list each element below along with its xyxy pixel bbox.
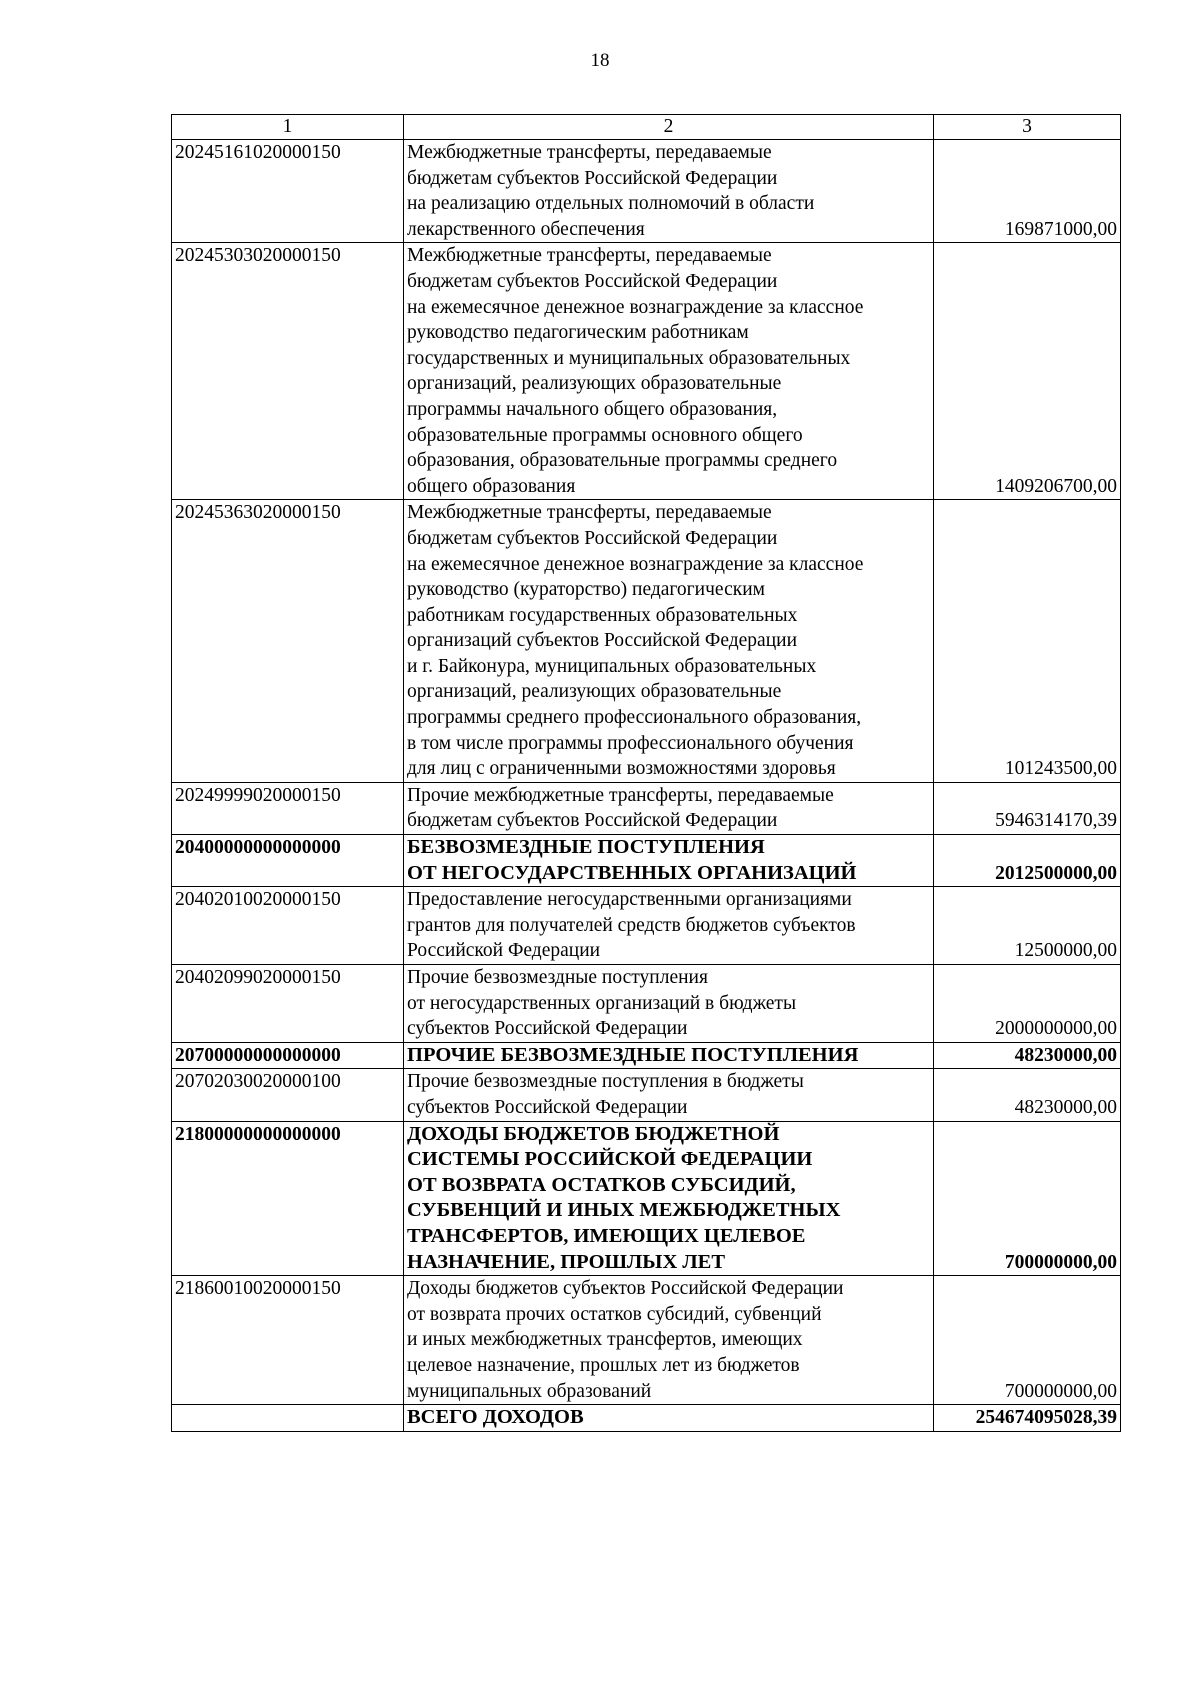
description-cell: [404, 835, 934, 887]
table-row-section: [172, 1121, 1121, 1276]
amount-cell: 1409206700,00: [934, 243, 1121, 500]
budget-code-cell: 21860010020000150: [172, 1276, 404, 1405]
description-line: СИСТЕМЫ РОССИЙСКОЙ ФЕДЕРАЦИИ: [407, 1148, 813, 1171]
description-line: Российской Федерации: [407, 940, 601, 962]
description-line: общего образования: [407, 475, 576, 497]
table-row-section: [172, 1042, 1121, 1069]
description-line: Прочие межбюджетные трансферты, передаваемые: [407, 784, 834, 806]
description-cell: [404, 1042, 934, 1069]
description-line: и г. Байконура, муниципальных образовательных: [407, 655, 817, 677]
description-line: СУБВЕНЦИЙ И ИНЫХ МЕЖБЮДЖЕТНЫХ: [407, 1199, 841, 1222]
description-line: руководство (кураторство) педагогическим: [407, 579, 765, 601]
description-line: ОТ ВОЗВРАТА ОСТАТКОВ СУБСИДИЙ,: [407, 1173, 796, 1196]
description-line: в том числе программы профессионального обучения: [407, 732, 854, 754]
description-line: программы начального общего образования,: [407, 398, 778, 420]
description-line: и иных межбюджетных трансфертов, имеющих: [407, 1329, 803, 1351]
description-line: ВСЕГО ДОХОДОВ: [407, 1406, 584, 1429]
description-line: от негосударственных организаций в бюджеты: [407, 992, 797, 1014]
column-header-code: 1: [172, 115, 404, 140]
table-row: [172, 887, 1121, 965]
column-header-description: 2: [404, 115, 934, 140]
budget-code-cell: 20245303020000150: [172, 243, 404, 500]
budget-code-cell: 20400000000000000: [172, 835, 404, 887]
revenue-table: [171, 114, 1121, 1432]
description-line: на ежемесячное денежное вознаграждение за классное: [407, 296, 864, 318]
description-line: государственных и муниципальных образовательных: [407, 347, 851, 369]
budget-code-cell: 20245363020000150: [172, 500, 404, 783]
description-line: ДОХОДЫ БЮДЖЕТОВ БЮДЖЕТНОЙ: [407, 1122, 780, 1145]
description-cell: [404, 1405, 934, 1432]
description-line: бюджетам субъектов Российской Федерации: [407, 167, 778, 189]
description-line: муниципальных образований: [407, 1380, 652, 1402]
table-body: [172, 115, 1121, 1432]
description-line: Межбюджетные трансферты, передаваемые: [407, 142, 772, 163]
amount-cell: 254674095028,39: [934, 1405, 1121, 1432]
description-line: руководство педагогическим работникам: [407, 322, 749, 344]
description-line: ПРОЧИЕ БЕЗВОЗМЕЗДНЫЕ ПОСТУПЛЕНИЯ: [407, 1043, 859, 1066]
amount-cell: 101243500,00: [934, 500, 1121, 783]
amount-cell: 2012500000,00: [934, 835, 1121, 887]
budget-code-cell: 20700000000000000: [172, 1042, 404, 1069]
description-line: БЕЗВОЗМЕЗДНЫЕ ПОСТУПЛЕНИЯ: [407, 836, 765, 859]
table-row-section: [172, 1405, 1121, 1432]
amount-cell: 48230000,00: [934, 1069, 1121, 1121]
description-line: Межбюджетные трансферты, передаваемые: [407, 245, 772, 267]
description-line: Доходы бюджетов субъектов Российской Федерации: [407, 1278, 844, 1300]
description-line: от возврата прочих остатков субсидий, субвенций: [407, 1303, 822, 1325]
table-row: [172, 500, 1121, 783]
budget-code-cell: 20249999020000150: [172, 782, 404, 834]
table-header-row: [172, 115, 1121, 140]
description-line: Прочие безвозмездные поступления в бюджеты: [407, 1071, 804, 1093]
description-cell: [404, 1069, 934, 1121]
budget-code-cell: 20245161020000150: [172, 140, 404, 243]
budget-code-cell: 20702030020000100: [172, 1069, 404, 1121]
description-line: субъектов Российской Федерации: [407, 1018, 688, 1040]
description-line: организаций, реализующих образовательные: [407, 681, 782, 703]
table-row: [172, 782, 1121, 834]
amount-cell: 48230000,00: [934, 1042, 1121, 1069]
page-number: 18: [590, 50, 610, 71]
description-line: образовательные программы основного общего: [407, 424, 803, 446]
description-cell: [404, 243, 934, 500]
description-line: субъектов Российской Федерации: [407, 1096, 688, 1118]
description-line: НАЗНАЧЕНИЕ, ПРОШЛЫХ ЛЕТ: [407, 1250, 725, 1273]
description-line: Межбюджетные трансферты, передаваемые: [407, 502, 772, 524]
table-row: [172, 140, 1121, 243]
column-header-amount: 3: [934, 115, 1121, 140]
description-cell: [404, 500, 934, 783]
budget-code-cell: 20402010020000150: [172, 887, 404, 965]
amount-cell: 700000000,00: [934, 1121, 1121, 1276]
description-line: для лиц с ограниченными возможностями здоровья: [407, 758, 836, 780]
table-row: [172, 243, 1121, 500]
description-line: ТРАНСФЕРТОВ, ИМЕЮЩИХ ЦЕЛЕВОЕ: [407, 1224, 806, 1247]
description-line: бюджетам субъектов Российской Федерации: [407, 810, 778, 832]
amount-cell: 2000000000,00: [934, 965, 1121, 1043]
description-line: Предоставление негосударственными организациями: [407, 889, 852, 911]
description-line: лекарственного обеспечения: [407, 218, 645, 240]
description-line: образования, образовательные программы среднего: [407, 450, 838, 472]
description-line: целевое назначение, прошлых лет из бюджетов: [407, 1354, 800, 1376]
description-cell: [404, 782, 934, 834]
amount-cell: 700000000,00: [934, 1276, 1121, 1405]
description-line: организаций, реализующих образовательные: [407, 373, 782, 395]
amount-cell: 12500000,00: [934, 887, 1121, 965]
description-cell: [404, 965, 934, 1043]
description-line: бюджетам субъектов Российской Федерации: [407, 527, 778, 549]
amount-cell: 5946314170,39: [934, 782, 1121, 834]
table-row: [172, 1069, 1121, 1121]
description-line: программы среднего профессионального образования,: [407, 707, 862, 729]
description-cell: [404, 1121, 934, 1276]
description-line: работникам государственных образовательных: [407, 604, 798, 626]
budget-code-cell: 20402099020000150: [172, 965, 404, 1043]
description-cell: [404, 1276, 934, 1405]
description-cell: [404, 140, 934, 243]
description-line: грантов для получателей средств бюджетов субъектов: [407, 914, 856, 936]
budget-code-cell: [172, 1405, 404, 1432]
description-line: организаций субъектов Российской Федерации: [407, 630, 798, 652]
budget-code-cell: 21800000000000000: [172, 1121, 404, 1276]
description-line: на реализацию отдельных полномочий в области: [407, 193, 815, 215]
table-row-section: [172, 835, 1121, 887]
amount-cell: 169871000,00: [934, 140, 1121, 243]
description-line: на ежемесячное денежное вознаграждение за классное: [407, 553, 864, 575]
description-line: Прочие безвозмездные поступления: [407, 967, 708, 988]
description-cell: [404, 887, 934, 965]
table-row: [172, 1276, 1121, 1405]
description-line: ОТ НЕГОСУДАРСТВЕННЫХ ОРГАНИЗАЦИЙ: [407, 861, 857, 884]
table-row: [172, 965, 1121, 1043]
description-line: бюджетам субъектов Российской Федерации: [407, 270, 778, 292]
